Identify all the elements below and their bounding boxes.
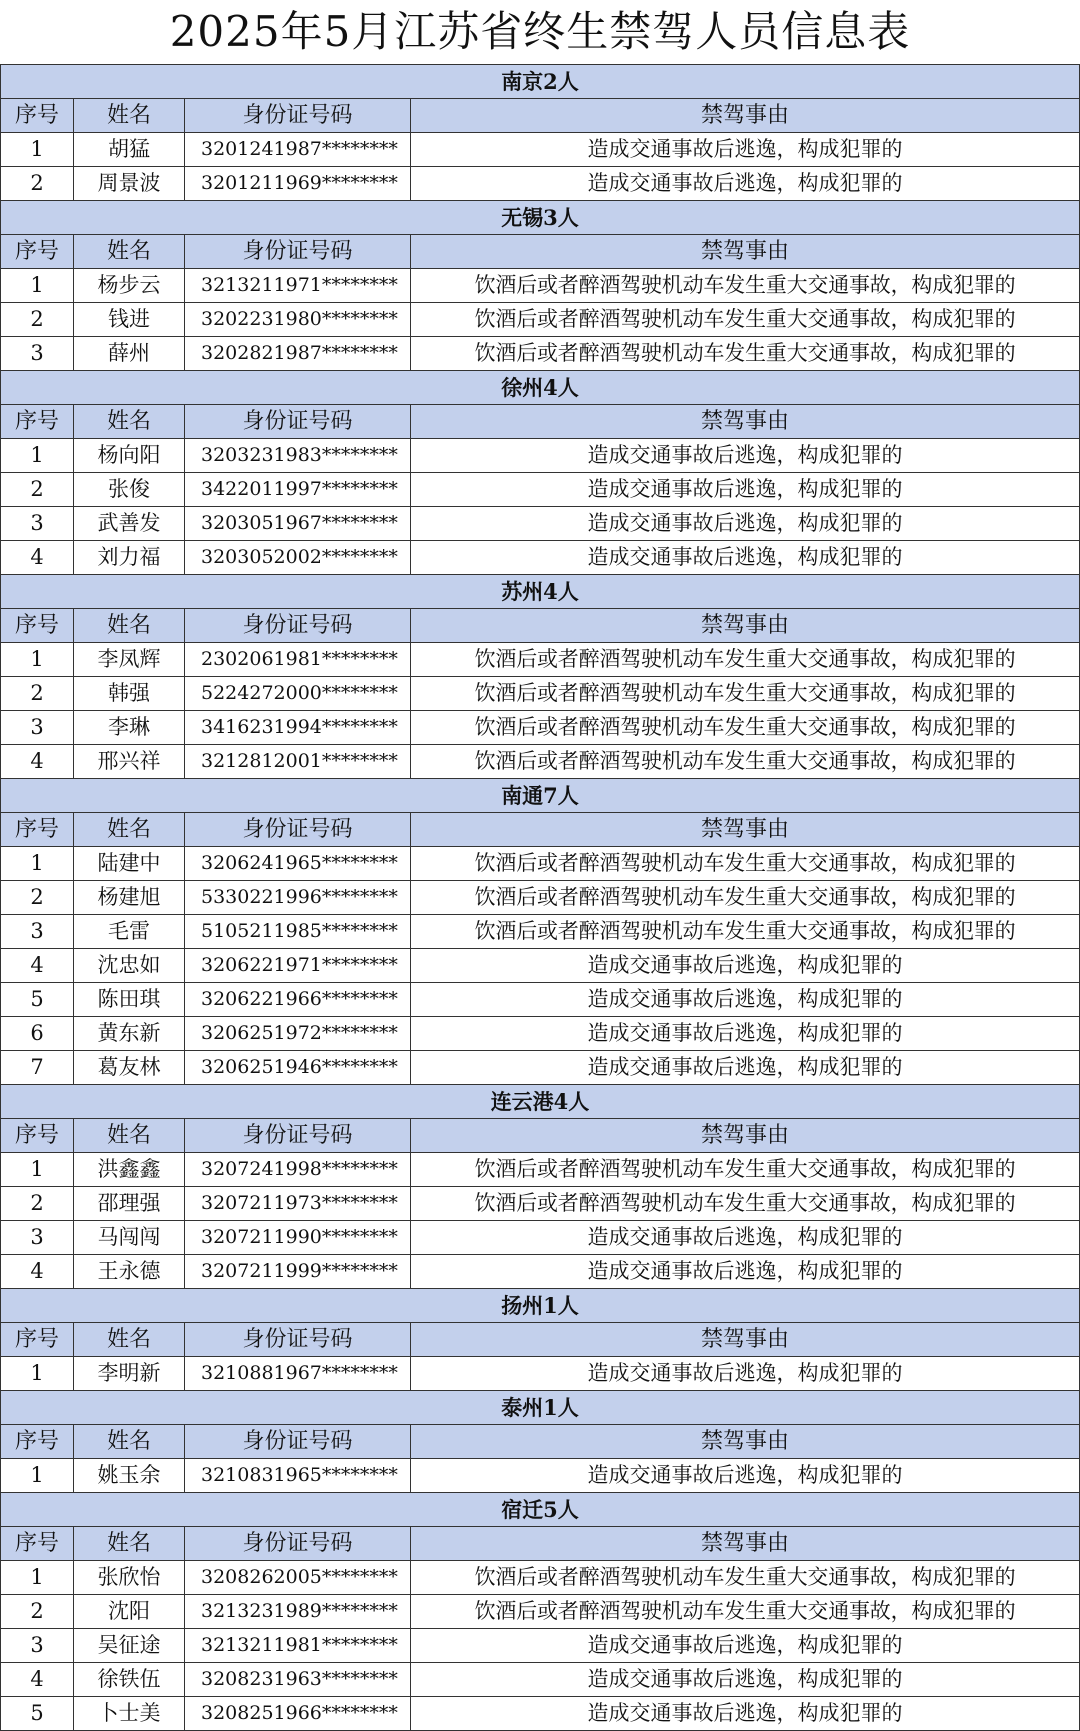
cell-reason: 造成交通事故后逃逸，构成犯罪的	[411, 983, 1080, 1017]
table-row	[1, 1187, 1080, 1221]
cell-seq: 3	[1, 711, 74, 745]
cell-name: 杨步云	[74, 269, 185, 303]
cell-id: 3206241965********	[185, 847, 411, 881]
page-title: 2025年5月江苏省终生禁驾人员信息表	[169, 7, 911, 56]
cell-name: 吴征途	[74, 1629, 185, 1663]
table-row	[1, 1629, 1080, 1663]
header-seq: 序号	[1, 99, 74, 133]
cell-seq: 2	[1, 167, 74, 201]
cell-reason: 饮酒后或者醉酒驾驶机动车发生重大交通事故，构成犯罪的	[411, 1595, 1080, 1629]
cell-reason: 造成交通事故后逃逸，构成犯罪的	[411, 1221, 1080, 1255]
header-reason: 禁驾事由	[411, 405, 1080, 439]
cell-seq: 3	[1, 1221, 74, 1255]
header-name: 姓名	[74, 813, 185, 847]
cell-name: 张俊	[74, 473, 185, 507]
cell-name: 杨建旭	[74, 881, 185, 915]
section-title: 苏州4人	[1, 575, 1080, 609]
cell-name: 洪鑫鑫	[74, 1153, 185, 1187]
table-row	[1, 337, 1080, 371]
header-id: 身份证号码	[185, 609, 411, 643]
cell-id: 5330221996********	[185, 881, 411, 915]
header-seq: 序号	[1, 1323, 74, 1357]
cell-id: 3202821987********	[185, 337, 411, 371]
cell-name: 周景波	[74, 167, 185, 201]
cell-seq: 1	[1, 1357, 74, 1391]
section-title: 连云港4人	[1, 1085, 1080, 1119]
cell-name: 邢兴祥	[74, 745, 185, 779]
cell-name: 钱进	[74, 303, 185, 337]
cell-reason: 饮酒后或者醉酒驾驶机动车发生重大交通事故，构成犯罪的	[411, 677, 1080, 711]
ban-table	[0, 64, 1080, 1731]
cell-id: 3203231983********	[185, 439, 411, 473]
header-id: 身份证号码	[185, 1323, 411, 1357]
cell-seq: 4	[1, 1663, 74, 1697]
cell-reason: 造成交通事故后逃逸，构成犯罪的	[411, 1357, 1080, 1391]
table-row	[1, 1051, 1080, 1085]
cell-seq: 3	[1, 915, 74, 949]
header-reason: 禁驾事由	[411, 813, 1080, 847]
cell-id: 3422011997********	[185, 473, 411, 507]
cell-name: 薛州	[74, 337, 185, 371]
table-row	[1, 269, 1080, 303]
section-title: 南京2人	[1, 65, 1080, 99]
cell-reason: 饮酒后或者醉酒驾驶机动车发生重大交通事故，构成犯罪的	[411, 303, 1080, 337]
column-header-row	[1, 1425, 1080, 1459]
cell-reason: 饮酒后或者醉酒驾驶机动车发生重大交通事故，构成犯罪的	[411, 711, 1080, 745]
table-row	[1, 711, 1080, 745]
table-row	[1, 1459, 1080, 1493]
cell-id: 3212812001********	[185, 745, 411, 779]
header-id: 身份证号码	[185, 405, 411, 439]
cell-reason: 造成交通事故后逃逸，构成犯罪的	[411, 949, 1080, 983]
cell-name: 马闯闯	[74, 1221, 185, 1255]
header-seq: 序号	[1, 1119, 74, 1153]
cell-name: 黄东新	[74, 1017, 185, 1051]
cell-reason: 造成交通事故后逃逸，构成犯罪的	[411, 541, 1080, 575]
cell-id: 3210881967********	[185, 1357, 411, 1391]
cell-id: 3206221966********	[185, 983, 411, 1017]
cell-seq: 5	[1, 1697, 74, 1731]
cell-id: 5224272000********	[185, 677, 411, 711]
table-row	[1, 1255, 1080, 1289]
cell-seq: 7	[1, 1051, 74, 1085]
header-reason: 禁驾事由	[411, 609, 1080, 643]
cell-seq: 2	[1, 881, 74, 915]
cell-seq: 1	[1, 1153, 74, 1187]
header-seq: 序号	[1, 1527, 74, 1561]
cell-id: 3207241998********	[185, 1153, 411, 1187]
cell-name: 姚玉余	[74, 1459, 185, 1493]
header-seq: 序号	[1, 235, 74, 269]
header-id: 身份证号码	[185, 1119, 411, 1153]
header-name: 姓名	[74, 1323, 185, 1357]
cell-seq: 1	[1, 439, 74, 473]
cell-seq: 2	[1, 473, 74, 507]
header-id: 身份证号码	[185, 1425, 411, 1459]
cell-name: 葛友林	[74, 1051, 185, 1085]
table-row	[1, 167, 1080, 201]
cell-id: 3206251972********	[185, 1017, 411, 1051]
cell-reason: 饮酒后或者醉酒驾驶机动车发生重大交通事故，构成犯罪的	[411, 745, 1080, 779]
header-id: 身份证号码	[185, 99, 411, 133]
cell-id: 3207211990********	[185, 1221, 411, 1255]
cell-id: 3202231980********	[185, 303, 411, 337]
table-row	[1, 1357, 1080, 1391]
column-header-row	[1, 405, 1080, 439]
table-row	[1, 1221, 1080, 1255]
cell-name: 陆建中	[74, 847, 185, 881]
cell-name: 沈忠如	[74, 949, 185, 983]
table-row	[1, 1153, 1080, 1187]
header-name: 姓名	[74, 405, 185, 439]
column-header-row	[1, 1119, 1080, 1153]
cell-name: 李凤辉	[74, 643, 185, 677]
cell-id: 3206221971********	[185, 949, 411, 983]
cell-seq: 1	[1, 1561, 74, 1595]
cell-reason: 造成交通事故后逃逸，构成犯罪的	[411, 1663, 1080, 1697]
cell-seq: 2	[1, 677, 74, 711]
cell-reason: 饮酒后或者醉酒驾驶机动车发生重大交通事故，构成犯罪的	[411, 1561, 1080, 1595]
section-title: 徐州4人	[1, 371, 1080, 405]
cell-reason: 造成交通事故后逃逸，构成犯罪的	[411, 133, 1080, 167]
cell-id: 3208251966********	[185, 1697, 411, 1731]
header-name: 姓名	[74, 99, 185, 133]
header-id: 身份证号码	[185, 1527, 411, 1561]
header-reason: 禁驾事由	[411, 1323, 1080, 1357]
cell-name: 徐铁伍	[74, 1663, 185, 1697]
header-reason: 禁驾事由	[411, 99, 1080, 133]
header-name: 姓名	[74, 1119, 185, 1153]
column-header-row	[1, 1323, 1080, 1357]
section-title: 泰州1人	[1, 1391, 1080, 1425]
cell-name: 邵理强	[74, 1187, 185, 1221]
cell-reason: 造成交通事故后逃逸，构成犯罪的	[411, 1051, 1080, 1085]
cell-reason: 造成交通事故后逃逸，构成犯罪的	[411, 1017, 1080, 1051]
cell-id: 3208262005********	[185, 1561, 411, 1595]
cell-seq: 3	[1, 507, 74, 541]
header-reason: 禁驾事由	[411, 1425, 1080, 1459]
table-row	[1, 1595, 1080, 1629]
cell-id: 3210831965********	[185, 1459, 411, 1493]
table-row	[1, 303, 1080, 337]
cell-reason: 造成交通事故后逃逸，构成犯罪的	[411, 439, 1080, 473]
cell-reason: 饮酒后或者醉酒驾驶机动车发生重大交通事故，构成犯罪的	[411, 337, 1080, 371]
table-row	[1, 507, 1080, 541]
cell-id: 3416231994********	[185, 711, 411, 745]
cell-reason: 造成交通事故后逃逸，构成犯罪的	[411, 473, 1080, 507]
cell-name: 李明新	[74, 1357, 185, 1391]
table-row	[1, 643, 1080, 677]
cell-name: 韩强	[74, 677, 185, 711]
cell-reason: 造成交通事故后逃逸，构成犯罪的	[411, 167, 1080, 201]
cell-id: 3203052002********	[185, 541, 411, 575]
column-header-row	[1, 609, 1080, 643]
cell-seq: 2	[1, 303, 74, 337]
cell-id: 3201241987********	[185, 133, 411, 167]
table-row	[1, 1017, 1080, 1051]
cell-seq: 3	[1, 337, 74, 371]
section-title: 无锡3人	[1, 201, 1080, 235]
cell-seq: 2	[1, 1187, 74, 1221]
cell-id: 3213211971********	[185, 269, 411, 303]
table-row	[1, 949, 1080, 983]
cell-id: 3213211981********	[185, 1629, 411, 1663]
header-id: 身份证号码	[185, 813, 411, 847]
cell-seq: 1	[1, 1459, 74, 1493]
cell-seq: 1	[1, 133, 74, 167]
cell-reason: 饮酒后或者醉酒驾驶机动车发生重大交通事故，构成犯罪的	[411, 847, 1080, 881]
cell-id: 2302061981********	[185, 643, 411, 677]
cell-reason: 饮酒后或者醉酒驾驶机动车发生重大交通事故，构成犯罪的	[411, 1187, 1080, 1221]
table-row	[1, 1697, 1080, 1731]
table-row	[1, 881, 1080, 915]
cell-reason: 饮酒后或者醉酒驾驶机动车发生重大交通事故，构成犯罪的	[411, 269, 1080, 303]
cell-seq: 1	[1, 643, 74, 677]
cell-reason: 饮酒后或者醉酒驾驶机动车发生重大交通事故，构成犯罪的	[411, 915, 1080, 949]
cell-seq: 6	[1, 1017, 74, 1051]
cell-id: 3203051967********	[185, 507, 411, 541]
cell-name: 胡猛	[74, 133, 185, 167]
header-name: 姓名	[74, 1425, 185, 1459]
cell-reason: 造成交通事故后逃逸，构成犯罪的	[411, 507, 1080, 541]
cell-seq: 3	[1, 1629, 74, 1663]
cell-id: 3208231963********	[185, 1663, 411, 1697]
cell-reason: 饮酒后或者醉酒驾驶机动车发生重大交通事故，构成犯罪的	[411, 1153, 1080, 1187]
cell-name: 王永德	[74, 1255, 185, 1289]
cell-reason: 饮酒后或者醉酒驾驶机动车发生重大交通事故，构成犯罪的	[411, 643, 1080, 677]
header-seq: 序号	[1, 609, 74, 643]
column-header-row	[1, 1527, 1080, 1561]
table-row	[1, 677, 1080, 711]
table-row	[1, 541, 1080, 575]
cell-id: 3207211973********	[185, 1187, 411, 1221]
table-row	[1, 439, 1080, 473]
header-id: 身份证号码	[185, 235, 411, 269]
cell-name: 李琳	[74, 711, 185, 745]
cell-id: 3207211999********	[185, 1255, 411, 1289]
table-row	[1, 1561, 1080, 1595]
table-row	[1, 745, 1080, 779]
cell-name: 杨向阳	[74, 439, 185, 473]
table-row	[1, 473, 1080, 507]
header-seq: 序号	[1, 405, 74, 439]
header-name: 姓名	[74, 1527, 185, 1561]
cell-seq: 4	[1, 541, 74, 575]
cell-name: 武善发	[74, 507, 185, 541]
column-header-row	[1, 99, 1080, 133]
table-row	[1, 915, 1080, 949]
cell-seq: 2	[1, 1595, 74, 1629]
header-reason: 禁驾事由	[411, 1527, 1080, 1561]
header-seq: 序号	[1, 1425, 74, 1459]
table-row	[1, 133, 1080, 167]
cell-name: 沈阳	[74, 1595, 185, 1629]
section-title: 扬州1人	[1, 1289, 1080, 1323]
header-reason: 禁驾事由	[411, 1119, 1080, 1153]
table-row	[1, 847, 1080, 881]
header-name: 姓名	[74, 235, 185, 269]
table-row	[1, 983, 1080, 1017]
cell-seq: 4	[1, 1255, 74, 1289]
section-title: 宿迁5人	[1, 1493, 1080, 1527]
cell-id: 5105211985********	[185, 915, 411, 949]
cell-reason: 饮酒后或者醉酒驾驶机动车发生重大交通事故，构成犯罪的	[411, 881, 1080, 915]
cell-name: 陈田琪	[74, 983, 185, 1017]
cell-name: 卜士美	[74, 1697, 185, 1731]
cell-seq: 1	[1, 847, 74, 881]
cell-reason: 造成交通事故后逃逸，构成犯罪的	[411, 1629, 1080, 1663]
cell-name: 刘力福	[74, 541, 185, 575]
cell-reason: 造成交通事故后逃逸，构成犯罪的	[411, 1255, 1080, 1289]
cell-seq: 1	[1, 269, 74, 303]
header-seq: 序号	[1, 813, 74, 847]
header-name: 姓名	[74, 609, 185, 643]
column-header-row	[1, 813, 1080, 847]
cell-seq: 4	[1, 949, 74, 983]
cell-name: 张欣怡	[74, 1561, 185, 1595]
section-title: 南通7人	[1, 779, 1080, 813]
cell-seq: 5	[1, 983, 74, 1017]
cell-reason: 造成交通事故后逃逸，构成犯罪的	[411, 1459, 1080, 1493]
cell-name: 毛雷	[74, 915, 185, 949]
column-header-row	[1, 235, 1080, 269]
cell-id: 3206251946********	[185, 1051, 411, 1085]
cell-reason: 造成交通事故后逃逸，构成犯罪的	[411, 1697, 1080, 1731]
cell-id: 3213231989********	[185, 1595, 411, 1629]
table-row	[1, 1663, 1080, 1697]
header-reason: 禁驾事由	[411, 235, 1080, 269]
cell-id: 3201211969********	[185, 167, 411, 201]
cell-seq: 4	[1, 745, 74, 779]
